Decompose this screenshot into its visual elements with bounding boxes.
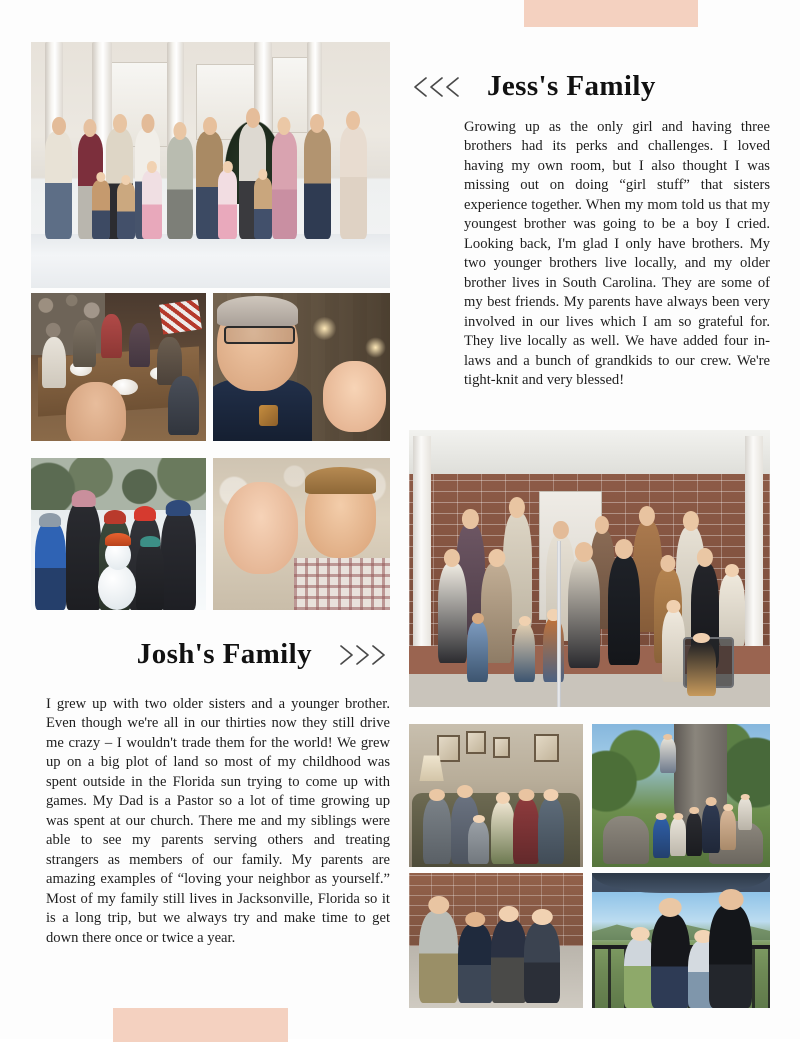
photo-family-on-living-room-couch [409,724,583,867]
section-heading-jess [409,70,771,103]
photo-jess-extended-family-atrium [31,42,390,288]
chevron-triple-left-icon [409,74,461,100]
photo-family-dinner-selfie [31,293,206,441]
photo-family-at-tree-sculpture [592,724,770,867]
photo-snow-day-with-snowman [31,458,206,610]
jess-section-title: Jess's Family [487,70,656,102]
photo-couple-selfie [213,458,390,610]
chevron-triple-right-icon [338,642,390,668]
section-heading-josh [45,638,390,671]
accent-block-top [524,0,698,27]
josh-section-title: Josh's Family [136,638,312,670]
jess-body-text: Growing up as the only girl and having three brothers had its perks and challenges. I loved having my own room, but I also thought I was missing out on doing “girl stuff” that sisters experience together. When my mom told us that my youngest brother was going to be a boy I cried. Looking back, I'm glad I only have brothers. My two younger brothers live locally, and my older brother lives in South Carolina. They are some of my best friends. My parents have always been very involved in our lives which I am so grateful for. They live locally as well. We have added four in-laws and a bunch of grandkids to our crew. We're tight-knit and very blessed! [464,119,770,389]
josh-body-text: I grew up with two older sisters and a younger brother. Even though we're all in our thirties now they still drive me crazy – I wouldn't trade them for the world! We grew up on a big plot of land so most of my childhood was spent outside in the Florida sun trying to come up with games. My Dad is a Pastor so a lot of time growing up was spent at our church. There me and my siblings were able to see my parents serving others and treating strangers as members of our family. My parents are amazing examples of “loving your neighbor as yourself.” Most of my family still lives in Jacksonville, Florida so it is a long trip, but we always try and make time to get down there once or twice a year. [46,696,390,946]
accent-block-bottom [113,1008,288,1042]
photo-four-kids-on-brick-steps [409,873,583,1008]
photo-josh-extended-family-porch [409,430,770,707]
photo-grandfather-and-granddaughter [213,293,390,441]
photo-grandparents-at-mountain-overlook [592,873,770,1008]
